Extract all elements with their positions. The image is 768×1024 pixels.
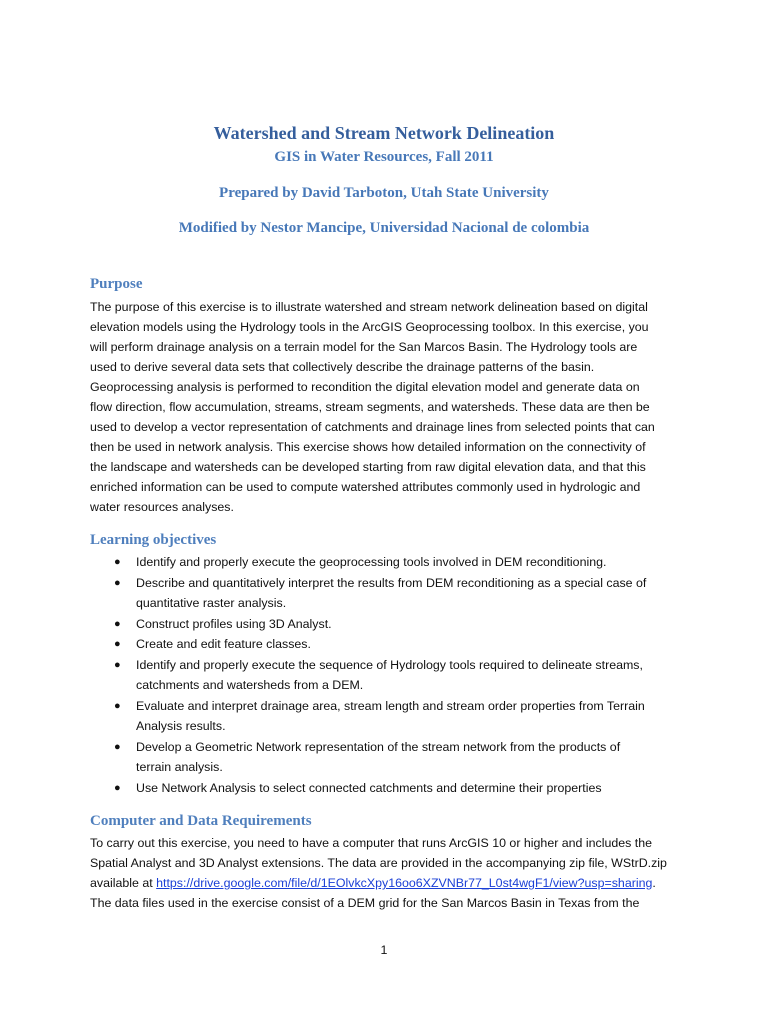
list-item xyxy=(90,778,710,799)
bullet-icon: ● xyxy=(114,781,121,794)
list-item-text: Create and edit feature classes. xyxy=(136,637,311,651)
list-item xyxy=(90,573,710,614)
author-line: Prepared by David Tarboton, Utah State University xyxy=(219,185,549,201)
list-item-text: catchments and watersheds from a DEM. xyxy=(136,678,364,692)
list-item xyxy=(90,614,710,635)
objectives-heading: Learning objectives xyxy=(90,532,217,548)
requirements-paragraph xyxy=(90,833,690,913)
paragraph-line: will perform drainage analysis on a terrain model for the San Marcos Basin. The Hydrology tools are xyxy=(90,340,638,354)
purpose-paragraph xyxy=(90,297,690,517)
page-number: 1 xyxy=(380,943,388,957)
link-suffix-text: . xyxy=(652,876,656,890)
purpose-heading: Purpose xyxy=(90,276,143,292)
list-item-text: Evaluate and interpret drainage area, stream length and stream order properties from Terrain xyxy=(136,698,645,713)
modifier-line: Modified by Nestor Mancipe, Universidad Nacional de colombia xyxy=(178,220,590,236)
list-item xyxy=(90,552,710,573)
list-item xyxy=(90,696,710,737)
bullet-icon: ● xyxy=(114,556,121,568)
list-item-text: Describe and quantitatively interpret the results from DEM reconditioning as a special case of xyxy=(136,575,647,590)
paragraph-line: flow direction, flow accumulation, streams, stream segments, and watersheds. These data are then be xyxy=(90,400,650,414)
objectives-list xyxy=(90,552,710,798)
course-subtitle: GIS in Water Resources, Fall 2011 xyxy=(274,149,494,165)
paragraph-line: water resources analyses. xyxy=(90,500,234,514)
paragraph-line: enriched information can be used to compute watershed attributes commonly used in hydrologic and xyxy=(90,480,641,494)
paragraph-line: The data files used in the exercise consist of a DEM grid for the San Marcos Basin in Texas from the xyxy=(90,896,640,910)
bullet-icon: ● xyxy=(114,576,121,589)
list-item-text: Develop a Geometric Network representation of the stream network from the products of xyxy=(136,739,621,754)
document-title: Watershed and Stream Network Delineation xyxy=(213,123,555,143)
paragraph-line: The purpose of this exercise is to illustrate watershed and stream network delineation based on digital xyxy=(90,300,648,314)
requirements-heading: Computer and Data Requirements xyxy=(90,813,312,829)
list-item xyxy=(90,655,710,696)
bullet-icon: ● xyxy=(114,638,121,650)
list-item-text: Use Network Analysis to select connected catchments and determine their properties xyxy=(136,780,602,795)
list-item-text: Construct profiles using 3D Analyst. xyxy=(136,616,332,631)
paragraph-line: To carry out this exercise, you need to have a computer that runs ArcGIS 10 or higher and includes the xyxy=(90,836,653,850)
paragraph-line: elevation models using the Hydrology tools in the ArcGIS Geoprocessing toolbox. In this exercise, you xyxy=(90,320,649,334)
list-item-text: Identify and properly execute the geoprocessing tools involved in DEM reconditioning. xyxy=(136,555,607,569)
list-item-text: Identify and properly execute the sequence of Hydrology tools required to delineate streams, xyxy=(136,657,643,672)
bullet-icon: ● xyxy=(114,699,121,712)
list-item xyxy=(90,634,710,655)
paragraph-line xyxy=(90,873,690,893)
list-item-text: quantitative raster analysis. xyxy=(136,596,287,610)
bullet-icon: ● xyxy=(114,658,121,671)
paragraph-line: then be used in network analysis. This exercise shows how detailed information on the connectivity of xyxy=(90,440,646,454)
bullet-icon: ● xyxy=(114,617,121,630)
paragraph-line: the landscape and watersheds can be developed starting from raw digital elevation data, and that this xyxy=(90,460,646,474)
data-download-link[interactable]: https://drive.google.com/file/d/1EOlvkcXpy16oo6XZVNBr77_L0st4wgF1/view?usp=sharing xyxy=(156,876,653,890)
link-prefix-text: available at xyxy=(90,876,157,890)
bullet-icon: ● xyxy=(114,740,121,753)
paragraph-line: Spatial Analyst and 3D Analyst extensions. The data are provided in the accompanying zip file, WStrD.zip xyxy=(90,856,667,870)
paragraph-line: used to derive several data sets that collectively describe the drainage patterns of the basin. xyxy=(90,360,595,374)
list-item xyxy=(90,737,710,778)
paragraph-line: used to develop a vector representation of catchments and drainage lines from selected points that can xyxy=(90,420,655,434)
paragraph-line: Geoprocessing analysis is performed to recondition the digital elevation model and generate data on xyxy=(90,380,640,394)
list-item-text: Analysis results. xyxy=(136,719,226,733)
list-item-text: terrain analysis. xyxy=(136,760,223,774)
